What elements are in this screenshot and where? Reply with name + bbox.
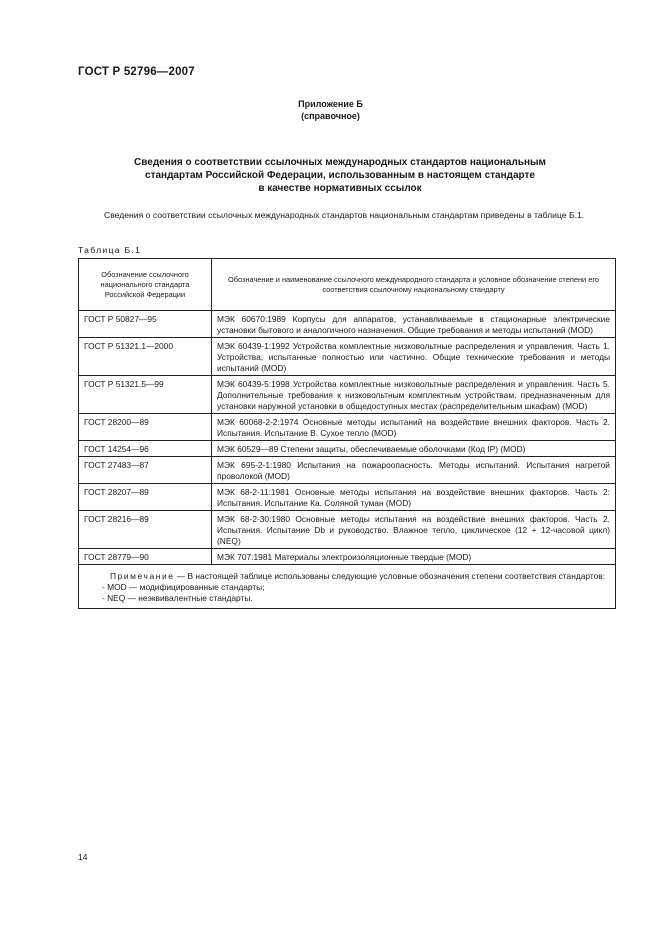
national-standard-cell: ГОСТ Р 51321.1—2000	[79, 338, 212, 376]
document-id: ГОСТ Р 52796—2007	[78, 66, 195, 78]
page-number: 14	[78, 852, 88, 862]
intro-paragraph: Сведения о соответствии ссылочных международных стандартов национальным стандартам приведены в таблице Б.1.	[104, 210, 585, 220]
national-standard-cell: ГОСТ 28200—89	[79, 414, 212, 441]
table-row	[79, 441, 616, 457]
national-standard-cell: ГОСТ 27483—87	[79, 457, 212, 484]
note-lead: Примечание	[110, 571, 175, 581]
table-row	[79, 484, 616, 511]
table-body	[79, 311, 616, 609]
international-standard-cell: МЭК 695-2-1:1980 Испытания на пожароопасность. Методы испытаний. Испытания нагретой проволокой (MOD)	[212, 457, 616, 484]
table-row	[79, 549, 616, 565]
international-standard-cell: МЭК 707:1981 Материалы электроизоляционные твердые (MOD)	[212, 549, 616, 565]
table-caption: Таблица Б.1	[78, 245, 142, 255]
table-note-row	[79, 565, 616, 609]
table-row	[79, 511, 616, 549]
table-row	[79, 457, 616, 484]
international-standard-cell: МЭК 60670:1989 Корпусы для аппаратов, устанавливаемые в стационарные электрические установки бытового и аналогичного назначения. Общие требования и методы испытаний (MOD)	[212, 311, 616, 338]
note-item-neq: - NEQ — неэквивалентные стандарты.	[102, 593, 253, 603]
table-header-row	[79, 259, 616, 311]
national-standard-cell: ГОСТ Р 50827—95	[79, 311, 212, 338]
appendix-label: Приложение Б	[298, 99, 363, 109]
note-text: — В настоящей таблице использованы следующие условные обозначения степени соответствия стандартов:	[174, 571, 606, 581]
appendix-type: (справочное)	[301, 111, 360, 121]
national-standard-cell: ГОСТ 28216—89	[79, 511, 212, 549]
national-standard-cell: ГОСТ Р 51321.5—99	[79, 376, 212, 414]
correspondence-table	[78, 258, 616, 609]
table-row	[79, 376, 616, 414]
title-line-3: в качестве нормативных ссылок	[258, 183, 422, 194]
title-line-2: стандартам Российской Федерации, использованным в настоящем стандарте	[145, 170, 535, 181]
appendix-heading	[0, 98, 661, 122]
international-standard-cell: МЭК 60529—89 Степени защиты, обеспечиваемые оболочками (Код IP) (MOD)	[212, 441, 616, 457]
header-international-standard: Обозначение и наименование ссылочного международного стандарта и условное обозначение степени его соответствия ссылочному национальному стандарту	[212, 259, 616, 311]
international-standard-cell: МЭК 68-2-11:1981 Основные методы испытания на воздействие внешних факторов. Часть 2: Испытания. Испытание Ка. Соляной туман (MOD)	[212, 484, 616, 511]
title-line-1: Сведения о соответствии ссылочных международных стандартов национальным	[134, 157, 546, 168]
table-row	[79, 414, 616, 441]
note-item-mod: - MOD — модифицированные стандарты;	[102, 582, 265, 592]
header-national-standard: Обозначение ссылочного национального стандарта Российской Федерации	[79, 259, 212, 311]
table-row	[79, 311, 616, 338]
international-standard-cell: МЭК 60068-2-2:1974 Основные методы испытаний на воздействие внешних факторов. Часть 2. Испытания. Испытание В. Сухое тепло (MOD)	[212, 414, 616, 441]
table-note	[79, 565, 616, 609]
national-standard-cell: ГОСТ 28779—90	[79, 549, 212, 565]
section-title	[100, 156, 580, 195]
international-standard-cell: МЭК 60439-1:1992 Устройства комплектные низковольтные распределения и управления. Часть 1. Устройства, испытанные полностью или частично. Общие технические требования и методы испытаний (MOD)	[212, 338, 616, 376]
international-standard-cell: МЭК 68-2-30:1980 Основные методы испытания на воздействие внешних факторов. Часть 2. Испытания. Испытание Db и руководство. Влажное тепло, циклическое (12 + 12-часовой цикл) (NEQ)	[212, 511, 616, 549]
table-row	[79, 338, 616, 376]
national-standard-cell: ГОСТ 14254—96	[79, 441, 212, 457]
national-standard-cell: ГОСТ 28207—89	[79, 484, 212, 511]
international-standard-cell: МЭК 60439-5:1998 Устройства комплектные низковольтные распределения и управления. Часть 5. Дополнительные требования к низковольтным комплектным устройствам, предназначенным для установки наружной установки в общедоступных местах (распределительным шкафам) (MOD)	[212, 376, 616, 414]
note-heading	[84, 571, 610, 582]
